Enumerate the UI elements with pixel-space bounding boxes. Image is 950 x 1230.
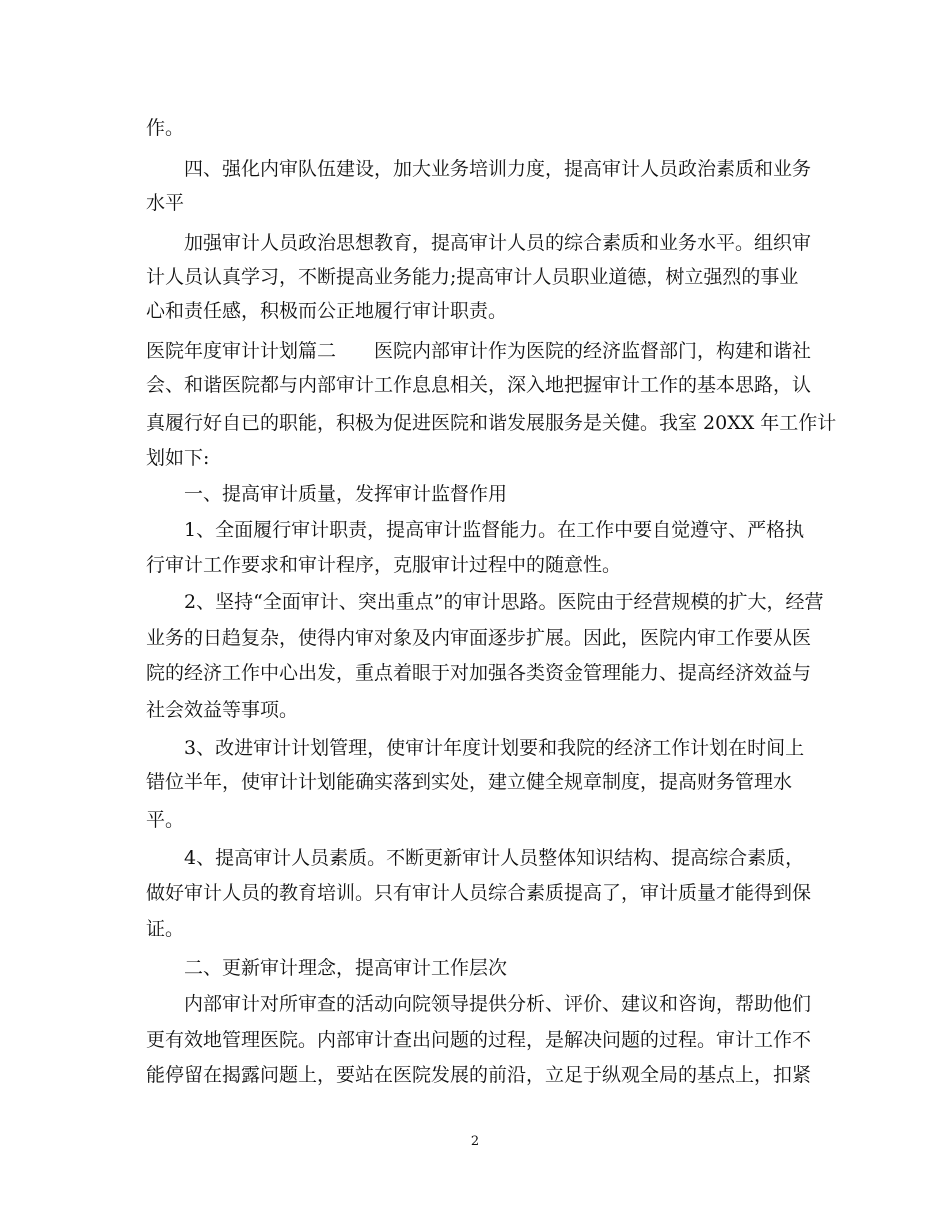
text-line: 院的经济工作中心出发，重点着眼于对加强各类资金管理能力、提高经济效益与: [146, 662, 812, 684]
section-heading: 四、强化内审队伍建设，加大业务培训力度，提高审计人员政治素质和业务: [184, 158, 812, 180]
text-line: 业务的日趋复杂，使得内审对象及内审面逐步扩展。因此，医院内审工作要从医: [146, 627, 812, 649]
document-title-line: 医院年度审计计划篇二 医院内部审计作为医院的经济监督部门，构建和谐社: [146, 340, 812, 362]
text-line: 3、改进审计计划管理，使审计年度计划要和我院的经济工作计划在时间上: [184, 737, 805, 759]
text-line: 内部审计对所审查的活动向院领导提供分析、评价、建议和咨询，帮助他们: [184, 993, 812, 1015]
page-number: 2: [470, 1134, 480, 1149]
text-line: 计人员认真学习，不断提高业务能力;提高审计人员职业道德，树立强烈的事业: [146, 266, 799, 288]
text-line: 真履行好自已的职能，积极为促进医院和谐发展服务是关健。我室 20XX 年工作计: [146, 412, 837, 434]
text-line: 2、坚持“全面审计、突出重点”的审计思路。医院由于经营规模的扩大，经营: [184, 591, 824, 613]
text-line: 平。: [146, 809, 185, 831]
text-line: 1、全面履行审计职责，提高审计监督能力。在工作中要自觉遵守、严格执: [184, 519, 805, 541]
text-line: 社会效益等事项。: [146, 699, 299, 721]
section-heading: 一、提高审计质量，发挥审计监督作用: [184, 483, 508, 505]
text-line: 能停留在揭露问题上，要站在医院发展的前沿，立足于纵观全局的基点上，扣紧: [146, 1064, 812, 1086]
section-heading-continued: 水平: [146, 192, 185, 214]
text-line: 错位半年，使审计计划能确实落到实处，建立健全规章制度，提高财务管理水: [146, 771, 793, 793]
text-line: 更有效地管理医院。内部审计查出问题的过程，是解决问题的过程。审计工作不: [146, 1029, 812, 1051]
text-line: 证。: [146, 918, 185, 940]
text-line: 作。: [146, 117, 185, 139]
section-heading: 二、更新审计理念，提高审计工作层次: [184, 957, 508, 979]
text-line: 做好审计人员的教育培训。只有审计人员综合素质提高了，审计质量才能得到保: [146, 882, 812, 904]
text-line: 划如下:: [146, 447, 210, 469]
text-line: 加强审计人员政治思想教育，提高审计人员的综合素质和业务水平。组织审: [184, 232, 812, 254]
text-line: 4、提高审计人员素质。不断更新审计人员整体知识结构、提高综合素质，: [184, 847, 805, 869]
text-line: 行审计工作要求和审计程序，克服审计过程中的随意性。: [146, 554, 622, 576]
text-line: 心和责任感，积极而公正地履行审计职责。: [146, 300, 508, 322]
text-line: 会、和谐医院都与内部审计工作息息相关，深入地把握审计工作的基本思路，认: [146, 374, 812, 396]
